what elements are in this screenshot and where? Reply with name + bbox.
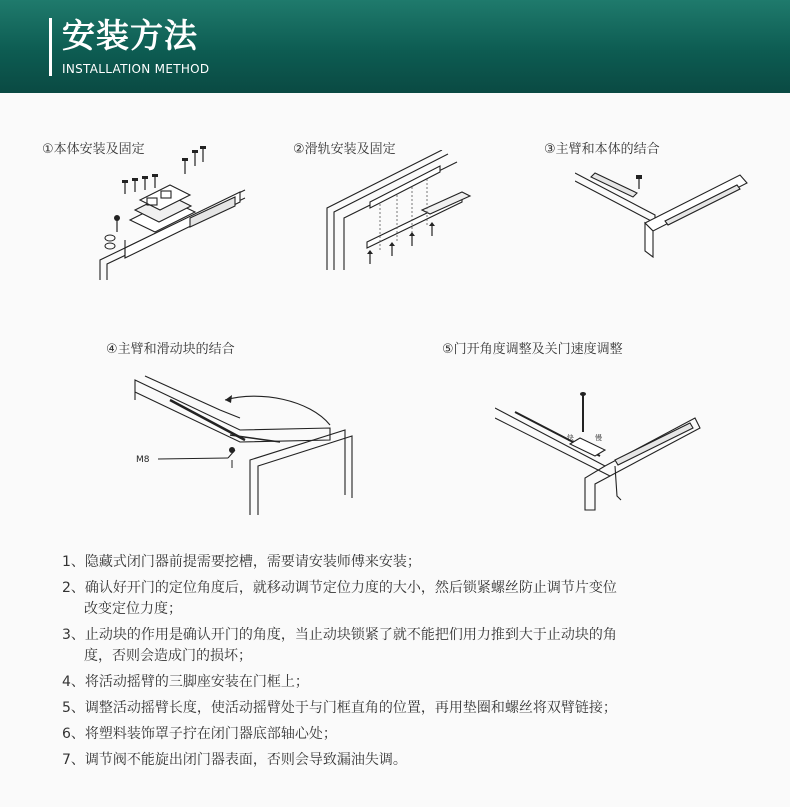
note-item: 6、将塑料装饰罩子拧在闭门器底部轴心处； [62, 726, 337, 742]
m8-label: M8 [136, 455, 150, 465]
step-1-label: ①本体安装及固定 [42, 142, 145, 157]
page-header [0, 0, 790, 93]
step-5-diagram [495, 388, 715, 513]
note-item: 2、确认好开门的定位角度后，就移动调节定位力度的大小，然后锁紧螺丝防止调节片变位 改变定位力度； [62, 580, 617, 617]
installation-notes-list [62, 552, 762, 776]
step-5-label: ⑤门开角度调整及关门速度调整 [442, 342, 623, 357]
note-item: 4、将活动摇臂的三脚座安装在门框上； [62, 674, 309, 690]
page-title: 安装方法 [62, 16, 198, 55]
slow-label: 慢 [595, 434, 602, 442]
step-2-label: ②滑轨安装及固定 [293, 142, 396, 157]
header-divider-bar [49, 18, 52, 76]
step-2-diagram [322, 150, 482, 275]
note-item: 5、调整活动摇臂长度，使活动摇臂处于与门框直角的位置，再用垫圈和螺丝将双臂链接； [62, 700, 617, 716]
step-3-diagram [575, 165, 755, 265]
fast-label: 快 [567, 434, 574, 442]
step-1-diagram [95, 140, 255, 285]
note-item: 3、止动块的作用是确认开门的角度，当止动块锁紧了就不能把们用力推到大于止动块的角 度，否则会造成门的损坏； [62, 627, 617, 664]
step-4-label: ④主臂和滑动块的结合 [106, 342, 235, 357]
step-3-label: ③主臂和本体的结合 [544, 142, 660, 157]
note-item: 7、调节阀不能旋出闭门器表面，否则会导致漏油失调。 [62, 752, 407, 768]
step-4-diagram [130, 370, 360, 520]
page-subtitle: INSTALLATION METHOD [62, 62, 210, 76]
note-item: 1、隐藏式闭门器前提需要挖槽，需要请安装师傅来安装； [62, 554, 421, 570]
